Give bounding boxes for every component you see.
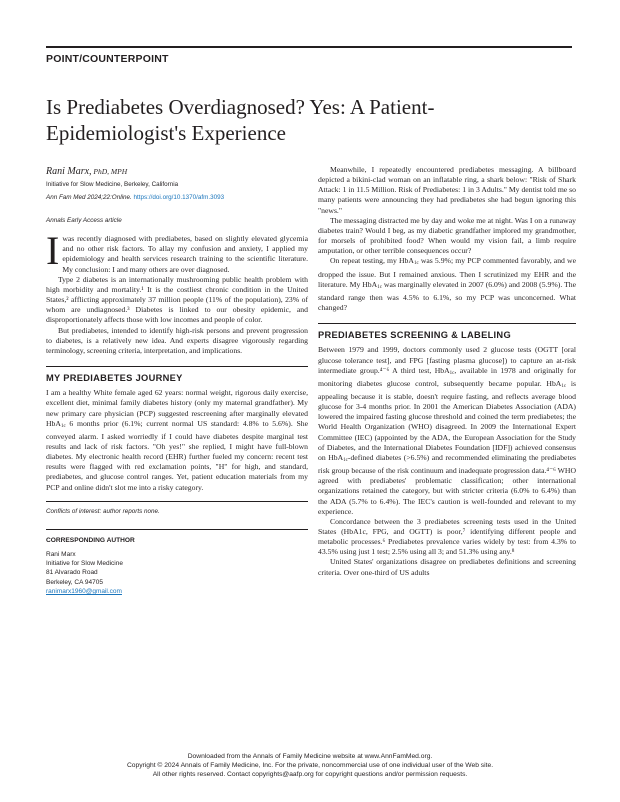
paragraph: On repeat testing, my HbA$_{1c}$ was 5.9%; my PCP commented favorably, and we dropped the issue. But I remained anxious. Then I scrutinized my EHR and the literature. My HbA$_{1c}$ was marginally elevated in 2007 (6.0%) and 2008 (5.9%). The standard range then was 4.5% to 6.1%, so my PCP was unconcerned. What changed? xyxy=(318,256,576,313)
author-affiliation: Initiative for Slow Medicine, Berkeley, California xyxy=(46,181,179,188)
author-name: Rani Marx, xyxy=(46,166,92,177)
paragraph-intro: Iwas recently diagnosed with prediabetes, based on slightly elevated glycemia and no other risk factors. To allay my confusion and anxiety, I applied my epidemiology and health services research training to the scientific literature. My conclusion: I and many others are over diagnosed. xyxy=(46,228,308,274)
section-label: POINT/COUNTERPOINT xyxy=(46,53,169,65)
footer-line: Downloaded from the Annals of Family Medicine website at www.AnnFamMed.org. xyxy=(187,753,433,760)
section-heading: MY PREDIABETES JOURNEY xyxy=(46,366,308,383)
footnote-rule xyxy=(46,501,308,502)
paragraph: Between 1979 and 1999, doctors commonly used 2 glucose tests (OGTT [oral glucose tolerance test], and FPG [fasting plasma glucose]) to capture an at-risk intermediate group.⁴⁻⁶ A third test, HbA$_{1c}$, available in 1978 and originally for monitoring diabetes glucose control, subsequently became popular. HbA$_{1c}$ is appealing because it is stable, doesn't require fasting, and reflects average blood glucose for 3-4 months prior. In 2001 the American Diabetes Association (ADA) lowered the impaired fasting glucose threshold and coined the term prediabetes; the World Health Organization (WHO) disagreed. In 2009 the International Expert Committee (IEC) (appointed by the ADA, the European Association for the Study of Diabetes, and the International Diabetes Foundation [IDF]) achieved consensus on HbA$_{1c}$-defined diabetes (>6.5%) and recommended eliminating the prediabetes risk group because of the risk continuum and inadequate progression data.⁴⁻⁶ WHO agreed with prediabetes' problematic classification; other international organizations retained the category, but with stricter criteria (6.0% to 6.4%) than the ADA (5.7% to 6.4%). The IEC's caution is well-founded and relevant to my experience. xyxy=(318,345,576,516)
paragraph: United States' organizations disagree on prediabetes definitions and screening criteria. Over one-third of US adults xyxy=(318,557,576,577)
early-access-note: Annals Early Access article xyxy=(46,217,122,224)
right-column xyxy=(318,165,576,578)
section-rule xyxy=(46,46,572,48)
doi-link[interactable]: https://doi.org/10.1370/afm.3093 xyxy=(133,194,225,201)
paragraph: Type 2 diabetes is an internationally mushrooming public health problem with high morbidity and mortality.¹ It is the costliest chronic condition in the United States,² afflicting approximately 37 million people (11% of the population), 23% of whom are undiagnosed.³ Diabetes is linked to our obesity epidemic, and disproportionately affects those with low incomes and people of color. xyxy=(46,274,308,325)
paragraph: The messaging distracted me by day and woke me at night. Was I on a runaway diabetes train? Would I beg, as my diabetic grandfather implored my grandmother, for morsels of prohibited food? When would my vision fail, a limb require amputation, or other terrible consequences occur? xyxy=(318,215,576,256)
footer-line: Copyright © 2024 Annals of Family Medicine, Inc. For the private, noncommercial use of one individual user of the Web site. xyxy=(126,762,494,769)
email-link[interactable]: ranimarx1960@gmail.com xyxy=(46,587,122,595)
paragraph: Meanwhile, I repeatedly encountered prediabetes messaging. A billboard depicted a bikini-clad woman on an inflatable ring, a shark below: "Risk of Shark Attack: 1 in 11.5 Million. Risk of Prediabetes: 1 in 3 Adults." My dentist told me so many patients were announcing they had prediabetes she had begun ignoring this "news." xyxy=(318,165,576,215)
section-heading: PREDIABETES SCREENING & LABELING xyxy=(318,323,576,340)
corresponding-address: Rani Marx Initiative for Slow Medicine 81 Alvarado Road Berkeley, CA 94705 ranimarx1960@gmail.com xyxy=(46,550,308,596)
corresponding-author-heading: CORRESPONDING AUTHOR xyxy=(46,529,308,546)
page-footer xyxy=(0,752,620,779)
author-degrees: PhD, MPH xyxy=(91,167,128,176)
left-column xyxy=(46,165,308,596)
citation: Ann Fam Med 2024;22:Online. https://doi.org/10.1370/afm.3093 xyxy=(46,194,225,201)
footer-line: All other rights reserved. Contact copyrights@aafp.org for copyright questions and/or permission requests. xyxy=(152,771,468,778)
conflicts-of-interest: Conflicts of interest: author reports none. xyxy=(46,507,160,515)
article-title: Is Prediabetes Overdiagnosed? Yes: A Patient-Epidemiologist's Experience xyxy=(46,95,435,146)
author-line xyxy=(46,165,308,178)
paragraph: I am a healthy White female aged 62 years: normal weight, rigorous daily exercise, excellent diet, minimal family diabetes history (only my maternal grandfather). My new primary care physician (PCP) suggested rescreening after marginally elevated HbA$_{1c}$ 6 months prior (6.1%; current normal US standard: 4.8% to 5.6%). She conveyed alarm. I asked worriedly if I could have diabetes despite marginal test results and lack of risk factors. "Oh yes!" she replied, I might have full-blown diabetes. My electronic health record (EHR) further fueled my concern: recent test results were flagged with red exclamation points, "H" for high, and standard, prediabetes, and glucose control ranges. Yet, patient education materials from my PCP and online didn't slot me into a risky category. xyxy=(46,388,308,492)
drop-cap: I xyxy=(46,228,60,274)
paragraph: Concordance between the 3 prediabetes screening tests used in the United States (HbA1c, FPG, and OGTT) is poor,⁷ identifying different people and metabolic processes.⁶ Prediabetes prevalence varies widely by test: from 4.3% to 43.5% using just 1 test; 2.5% using all 3; and 51.3% using any.⁸ xyxy=(318,516,576,557)
paragraph: But prediabetes, intended to identify high-risk persons and prevent progression to diabetes, is a relatively new idea. And experts disagree vigorously regarding terminology, screening criteria, interpretation, and implications. xyxy=(46,325,308,355)
